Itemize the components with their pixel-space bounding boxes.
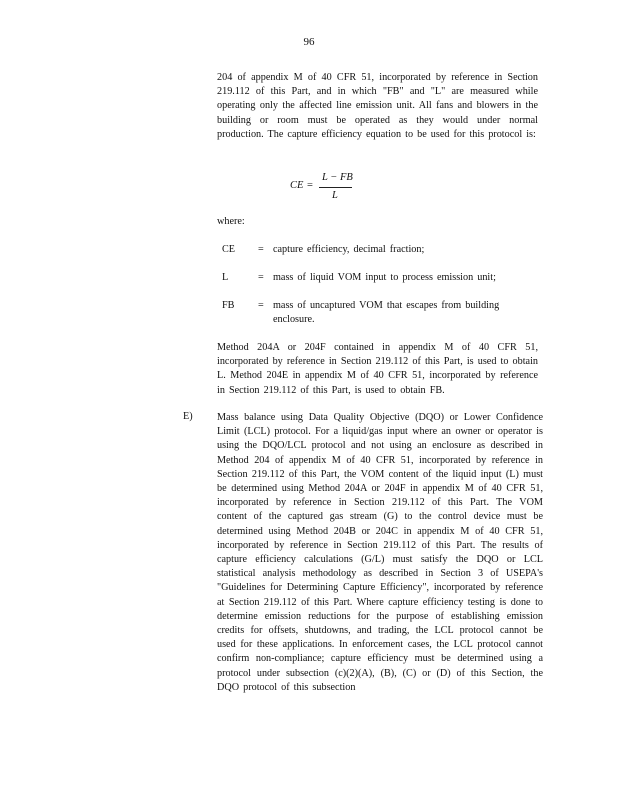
equation-denominator: L bbox=[332, 190, 338, 201]
definition-text: mass of liquid VOM input to process emission unit; bbox=[273, 272, 496, 283]
fraction-bar bbox=[319, 187, 352, 188]
intro-paragraph: 204 of appendix M of 40 CFR 51, incorporated by reference in Section 219.112 of this Part, and in which "FB" and "L" are measured while operating only the affected line emission unit. All fans and blowers in the building or room must be operated as they would under normal production. The capture efficiency equation to be used for this protocol is: bbox=[217, 72, 538, 140]
definition-text: capture efficiency, decimal fraction; bbox=[273, 244, 425, 255]
methods-paragraph: Method 204A or 204F contained in appendix M of 40 CFR 51, incorporated by reference in Section 219.112 of this Part, is used to obtain L. Method 204E in appendix M of 40 CFR 51, incorporated by reference in Section 219.112 of this Part, is used to obtain FB. bbox=[217, 342, 538, 396]
capture-efficiency-equation bbox=[290, 170, 370, 204]
definition-symbol: CE bbox=[222, 244, 236, 255]
definition-equals: = bbox=[258, 272, 264, 283]
equation-lhs: CE bbox=[290, 180, 304, 191]
equation-numerator: L − FB bbox=[322, 172, 353, 183]
definition-equals: = bbox=[258, 244, 264, 255]
where-label: where: bbox=[217, 216, 245, 227]
definition-symbol: FB bbox=[222, 300, 235, 311]
definition-text: mass of uncaptured VOM that escapes from building enclosure. bbox=[273, 300, 500, 326]
definition-equals: = bbox=[258, 300, 264, 311]
equation-equals: = bbox=[307, 180, 313, 191]
section-e-text: Mass balance using Data Quality Objective (DQO) or Lower Confidence Limit (LCL) protocol. For a liquid/gas input where an owner or operator is using the DQO/LCL protocol and not using an enclosure as described in Method 204 of appendix M of 40 CFR 51, incorporated by reference in Section 219.112 of this Part, the VOM content of the liquid input (L) must be determined using Method 204A or 204F in appendix M of 40 CFR 51, incorporated by reference in Section 219.112 of this Part. The VOM content of the captured gas stream (G) to the control device must be determined using Method 204B or 204C in appendix M of 40 CFR 51, incorporated by reference in Section 219.112 of this Part. The results of capture efficiency calculations (G/L) must satisfy the DQO or LCL statistical analysis methodology as described in Section 3 of USEPA's "Guidelines for Determining Capture Efficiency", incorporated by reference at Section 219.112 of this Part. Where capture efficiency testing is done to determine emission reductions for the purpose of establishing emission credits for offsets, shutdowns, and trading, the LCL protocol cannot be used for these applications. In enforcement cases, the LCL protocol cannot confirm non-compliance; capture efficiency must be determined using a protocol under subsection (c)(2)(A), (B), (C) or (D) of this Section, the DQO protocol of this subsection bbox=[217, 412, 543, 693]
section-e-label: E) bbox=[183, 411, 193, 422]
page-number: 96 bbox=[303, 36, 315, 48]
definition-symbol: L bbox=[222, 272, 229, 283]
